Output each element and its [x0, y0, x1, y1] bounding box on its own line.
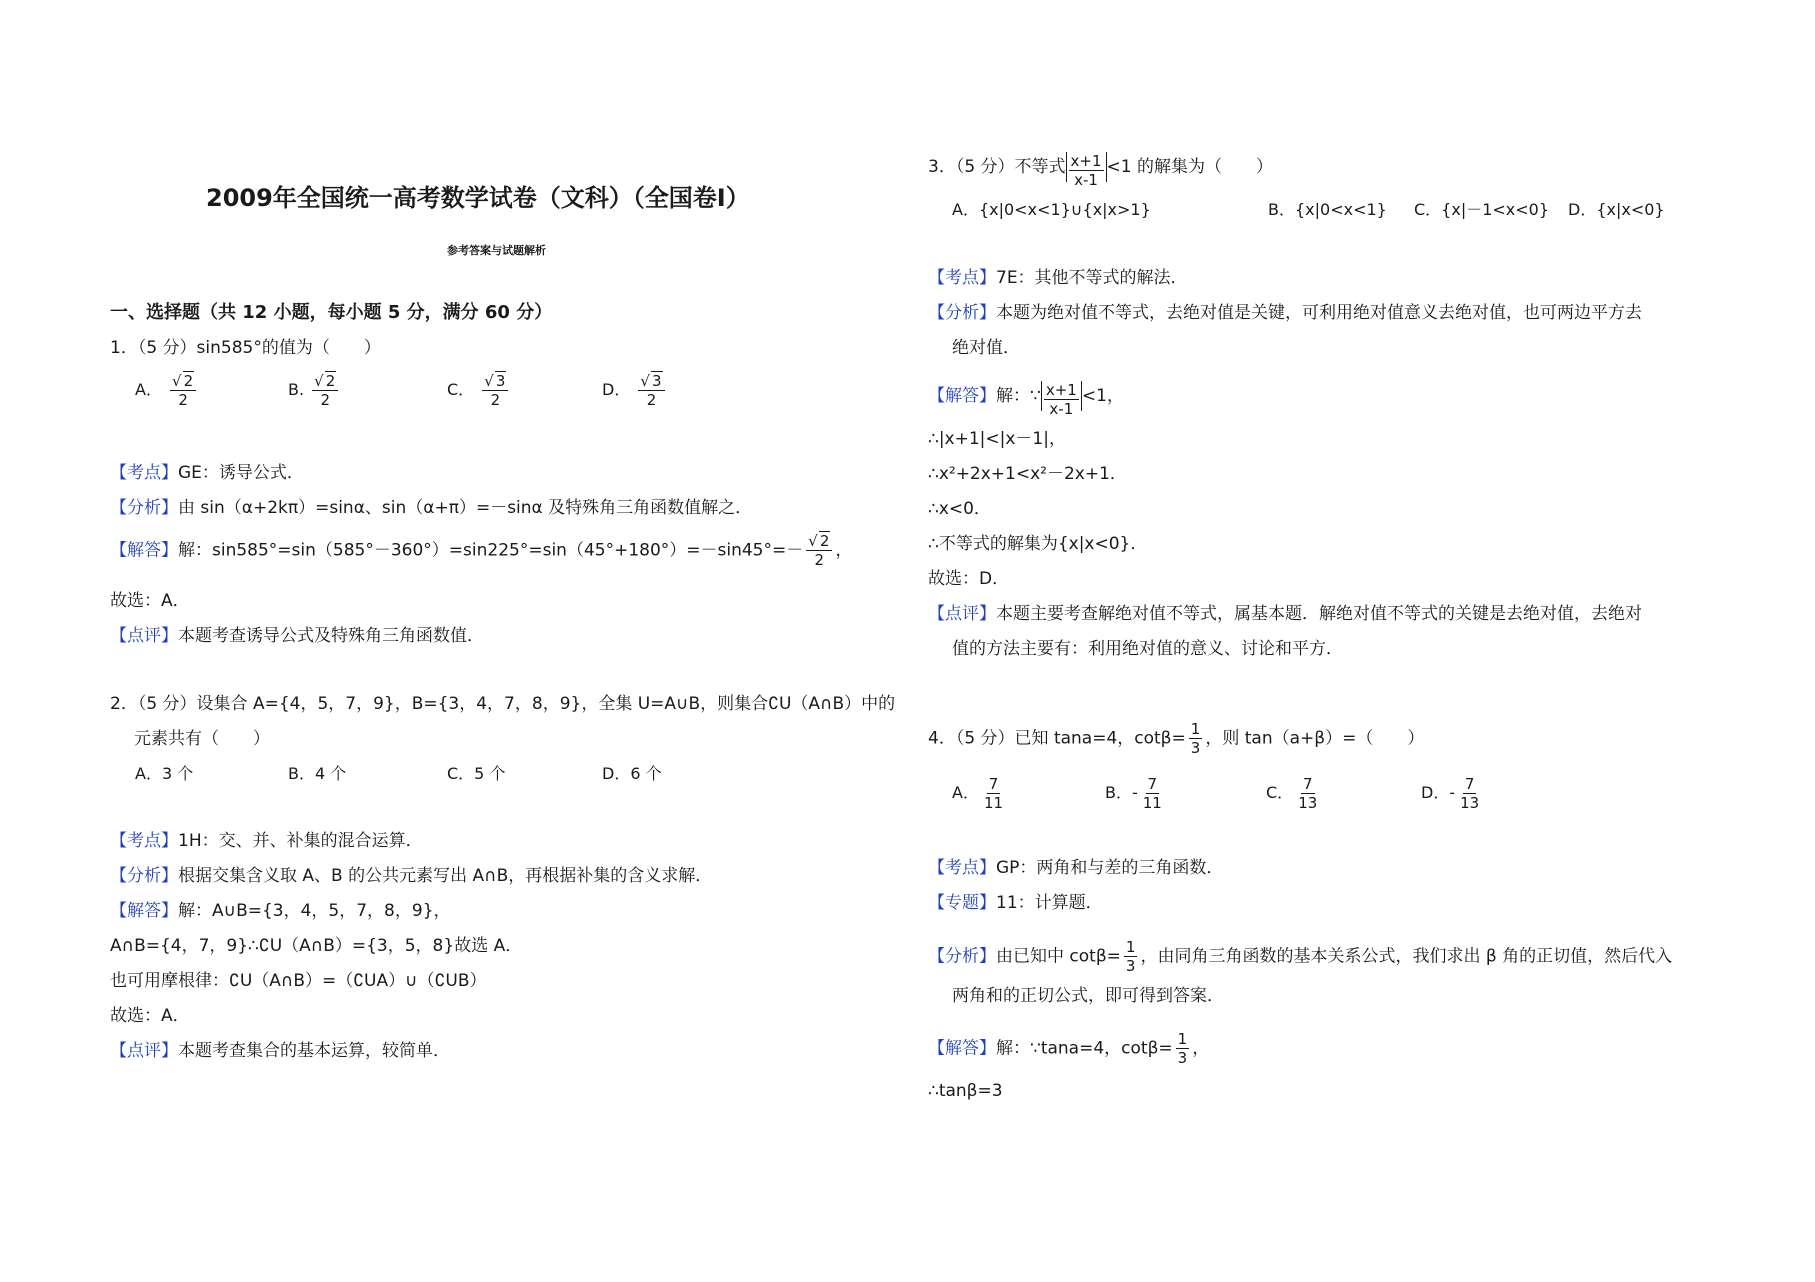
q1-fenxi: 【分析】由 sin（α+2kπ）=sinα、sin（α+π）=－sinα 及特殊角三角函数值解之．: [110, 498, 753, 518]
q3-step1: ∴|x+1|<|x－1|，: [928, 429, 1066, 449]
q2-jieda: 【解答】解：A∪B={3，4，5，7，8，9}，: [110, 901, 451, 921]
q4-fenxi-line2: 两角和的正切公式，即可得到答案．: [952, 986, 1224, 1006]
q1-jieda: 【解答】解：sin585°=sin（585°－360°）=sin225°=sin（45°+180°）=－sin45°=－ $\frac{√ 2}{2}$ ，: [110, 532, 853, 569]
q4-option-d[interactable]: D．- $\frac{7}{13}$: [1421, 775, 1480, 812]
q3-stem: 3．（5 分）不等式 $\frac{x+1}{x-1}$ <1 的解集为（ ）: [928, 152, 1274, 189]
q4-kaodian: 【考点】GP：两角和与差的三角函数．: [928, 858, 1224, 878]
q4-last-step: ∴tanβ=3: [928, 1081, 1003, 1101]
q4-option-a[interactable]: A． $\frac{7}{11}$: [952, 775, 1004, 812]
q3-dianping-line2: 值的方法主要有：利用绝对值的意义、讨论和平方．: [952, 639, 1343, 659]
q4-zhuanti: 【专题】11：计算题．: [928, 893, 1103, 913]
q4-fenxi-line1: 【分析】由已知中 cotβ= $\frac{1}{3}$ ，由同角三角函数的基本关系公式，我们求出 β 角的正切值，然后代入: [928, 938, 1673, 975]
q3-step4: ∴不等式的解集为{x|x<0}．: [928, 534, 1148, 554]
q1-dianping: 【点评】本题考查诱导公式及特殊角三角函数值．: [110, 626, 484, 646]
q1-kaodian: 【考点】GE：诱导公式．: [110, 463, 304, 483]
q3-option-a[interactable]: A．{x|0<x<1}∪{x|x>1}: [952, 200, 1151, 219]
q1-choice: 故选：A．: [110, 591, 190, 611]
section-heading: 一、选择题（共 12 小题，每小题 5 分，满分 60 分）: [110, 302, 553, 323]
q1-option-c[interactable]: C． $\frac{√ 3}{2}$: [447, 372, 511, 409]
q2-option-d[interactable]: D．6 个: [602, 764, 662, 783]
q2-stem-line2: 元素共有（ ）: [134, 729, 270, 749]
q3-step2: ∴x²+2x+1<x²－2x+1．: [928, 464, 1127, 484]
q4-jieda: 【解答】解：∵tana=4，cotβ= $\frac{1}{3}$ ，: [928, 1030, 1210, 1067]
q2-fenxi: 【分析】根据交集含义取 A、B 的公共元素写出 A∩B，再根据补集的含义求解．: [110, 866, 713, 886]
q3-option-d[interactable]: D．{x|x<0}: [1568, 200, 1665, 219]
q1-option-a-fraction: $\frac{√ 2}{2}$: [170, 372, 196, 409]
q4-stem-fraction: $\frac{1}{3}$: [1190, 720, 1201, 757]
q1-option-b[interactable]: B. $\frac{√ 2}{2}$: [288, 372, 341, 409]
q1-option-d-fraction: $\frac{√ 3}{2}$: [638, 372, 664, 409]
q1-answer-fraction: $\frac{√ 2}{2}$: [806, 532, 832, 569]
q3-option-c[interactable]: C．{x|－1<x<0}: [1414, 200, 1550, 219]
q4-option-b-fraction: $\frac{7}{11}$: [1142, 775, 1162, 812]
page-subtitle: 参考答案与试题解析: [447, 244, 546, 257]
q3-fenxi-line1: 【分析】本题为绝对值不等式，去绝对值是关键，可利用绝对值意义去绝对值，也可两边平方去: [928, 303, 1642, 323]
q3-step3: ∴x<0．: [928, 499, 991, 519]
q4-stem: 4．（5 分）已知 tana=4，cotβ= $\frac{1}{3}$ ，则 tan（a+β）=（ ）: [928, 720, 1425, 757]
q2-choice: 故选：A．: [110, 1006, 190, 1026]
q3-jieda: 【解答】解：∵ $\frac{x+1}{x-1}$ <1，: [928, 381, 1124, 418]
q1-stem: 1．（5 分）sin585°的值为（ ）: [110, 338, 381, 358]
q1-option-b-fraction: $\frac{√ 2}{2}$: [312, 372, 338, 409]
q2-kaodian: 【考点】1H：交、并、补集的混合运算．: [110, 831, 423, 851]
q4-option-c[interactable]: C． $\frac{7}{13}$: [1266, 775, 1318, 812]
q2-step1: A∩B={4，7，9}∴∁U（A∩B）={3，5，8}故选 A．: [110, 936, 523, 956]
q2-dianping: 【点评】本题考查集合的基本运算，较简单．: [110, 1041, 450, 1061]
q3-dianping-line1: 【点评】本题主要考查解绝对值不等式，属基本题．解绝对值不等式的关键是去绝对值，去绝对: [928, 604, 1642, 624]
q4-jieda-fraction: $\frac{1}{3}$: [1177, 1030, 1188, 1067]
q1-option-c-fraction: $\frac{√ 3}{2}$: [482, 372, 508, 409]
q4-option-b[interactable]: B．- $\frac{7}{11}$: [1105, 775, 1162, 812]
q3-absolute-value: $\frac{x+1}{x-1}$: [1066, 152, 1107, 182]
q2-option-c[interactable]: C．5 个: [447, 764, 506, 783]
q4-option-d-fraction: $\frac{7}{13}$: [1460, 775, 1480, 812]
q3-fenxi-line2: 绝对值．: [952, 338, 1020, 358]
q2-stem-line1: 2．（5 分）设集合 A={4，5，7，9}，B={3，4，7，8，9}，全集 U=A∪B，则集合∁U（A∩B）中的: [110, 694, 896, 714]
q3-kaodian: 【考点】7E：其他不等式的解法．: [928, 268, 1188, 288]
q1-option-d[interactable]: D． $\frac{√ 3}{2}$: [602, 372, 668, 409]
q3-option-b[interactable]: B．{x|0<x<1}: [1268, 200, 1387, 219]
q2-step2: 也可用摩根律：∁U（A∩B）=（∁UA）∪（∁UB）: [110, 971, 487, 991]
q4-fenxi-fraction: $\frac{1}{3}$: [1125, 938, 1136, 975]
q3-choice: 故选：D．: [928, 569, 1010, 589]
q4-option-c-fraction: $\frac{7}{13}$: [1298, 775, 1318, 812]
q3-jieda-absolute-value: $\frac{x+1}{x-1}$: [1041, 381, 1082, 411]
q1-option-a[interactable]: A． $\frac{√ 2}{2}$: [135, 372, 199, 409]
page-title: 2009年全国统一高考数学试卷（文科）（全国卷I）: [206, 184, 750, 212]
q2-option-b[interactable]: B．4 个: [288, 764, 347, 783]
q4-option-a-fraction: $\frac{7}{11}$: [983, 775, 1004, 812]
q2-option-a[interactable]: A．3 个: [135, 764, 194, 783]
